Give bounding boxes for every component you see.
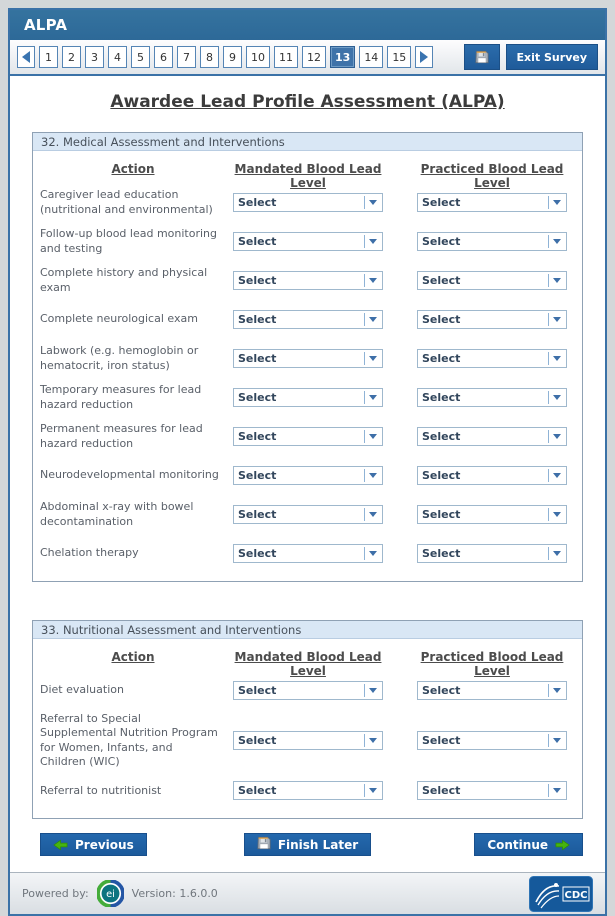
powered-by-label: Powered by: [22,887,89,900]
row-label: Chelation therapy [40,546,139,560]
row-label: Permanent measures for lead hazard reduction [40,422,203,450]
mandated-cell [233,232,417,251]
select-separator [548,391,549,404]
column-header-action: Action [111,650,155,664]
table-row [33,495,582,534]
row-label: Neurodevelopmental monitoring [40,468,219,482]
section-panel [32,132,583,582]
mandated-cell [233,781,417,800]
select-value: Select [238,469,277,482]
pagination [17,46,433,68]
select-separator [548,547,549,560]
practiced-cell [417,505,582,524]
dropdown-arrow-icon [553,473,561,478]
continue-button[interactable] [474,833,583,856]
practiced-level-select[interactable] [417,427,567,446]
mandated-cell [233,271,417,290]
mandated-level-select[interactable] [233,505,383,524]
mandated-cell [233,193,417,212]
mandated-level-select[interactable] [233,310,383,329]
table-row [33,771,582,810]
select-separator [364,274,365,287]
practiced-cell [417,193,582,212]
select-value: Select [238,784,277,798]
page-button-2[interactable]: 2 [62,46,81,68]
save-button[interactable] [464,44,500,70]
table-row [33,417,582,456]
green-left-arrow-icon [53,839,68,851]
row-label: Abdominal x-ray with bowel decontamination [40,500,194,528]
select-separator [364,352,365,365]
page-button-13[interactable]: 13 [330,46,355,68]
dropdown-arrow-icon [553,688,561,693]
dropdown-arrow-icon [553,434,561,439]
select-value: Select [238,391,277,404]
mandated-level-select[interactable] [233,349,383,368]
select-separator [548,784,549,797]
continue-label: Continue [487,837,548,852]
section-title: 33. Nutritional Assessment and Interventions [41,623,302,637]
column-headers [33,151,582,190]
column-header-action: Action [111,162,155,176]
select-separator [364,469,365,482]
select-separator [364,430,365,443]
column-header-practiced: Practiced Blood Lead Level [420,650,564,678]
select-value: Select [238,313,277,326]
table-row [33,222,582,261]
select-value: Select [422,274,461,287]
dropdown-arrow-icon [369,473,377,478]
select-separator [548,734,549,747]
mandated-level-select[interactable] [233,681,383,700]
page-button-14[interactable]: 14 [359,46,383,68]
app-footer [10,872,605,914]
floppy-disk-icon [257,836,271,850]
select-value: Select [238,734,277,748]
select-separator [364,235,365,248]
table-row [33,456,582,495]
mandated-cell [233,681,417,700]
select-value: Select [422,734,461,748]
row-label: Follow-up blood lead monitoring and testing [40,227,217,255]
footer-left [22,880,218,907]
mandated-level-select[interactable] [233,388,383,407]
mandated-cell [233,310,417,329]
practiced-level-select[interactable] [417,232,567,251]
page-button-4[interactable]: 4 [108,46,127,68]
mandated-level-select[interactable] [233,731,383,750]
practiced-cell [417,427,582,446]
finish-later-button[interactable] [244,833,371,856]
mandated-cell [233,388,417,407]
select-value: Select [238,196,277,209]
green-right-arrow-icon [555,839,570,851]
table-row [33,534,582,573]
dropdown-arrow-icon [369,688,377,693]
dropdown-arrow-icon [553,738,561,743]
select-separator [548,684,549,697]
practiced-level-select[interactable] [417,310,567,329]
toolbar-right [464,44,598,70]
dropdown-arrow-icon [553,317,561,322]
page-prev-button[interactable] [17,46,35,68]
dropdown-arrow-icon [369,551,377,556]
svg-text:CDC: CDC [564,889,588,901]
practiced-cell [417,466,582,485]
select-separator [548,469,549,482]
select-value: Select [422,684,461,697]
practiced-cell [417,349,582,368]
dropdown-arrow-icon [553,395,561,400]
table-row [33,378,582,417]
page-button-15[interactable]: 15 [387,46,411,68]
dropdown-arrow-icon [553,356,561,361]
select-separator [364,784,365,797]
select-separator [548,430,549,443]
column-headers [33,639,582,678]
mandated-cell [233,349,417,368]
floppy-disk-icon [475,50,489,64]
mandated-level-select[interactable] [233,466,383,485]
select-separator [364,684,365,697]
dropdown-arrow-icon [553,200,561,205]
finish-later-icon-slot [257,836,271,853]
select-value: Select [238,352,277,365]
practiced-cell [417,310,582,329]
select-separator [364,391,365,404]
right-arrow-icon [420,51,428,63]
select-separator [548,508,549,521]
practiced-level-select[interactable] [417,193,567,212]
practiced-cell [417,388,582,407]
practiced-level-select[interactable] [417,505,567,524]
select-separator [364,196,365,209]
column-header-mandated: Mandated Blood Lead Level [234,162,382,190]
select-value: Select [422,469,461,482]
select-value: Select [422,547,461,560]
select-value: Select [238,430,277,443]
dropdown-arrow-icon [553,278,561,283]
practiced-cell [417,544,582,563]
cdc-logo[interactable] [529,876,593,912]
table-row [33,339,582,378]
mandated-level-select[interactable] [233,232,383,251]
footer-right [529,876,593,912]
dropdown-arrow-icon [553,551,561,556]
practiced-level-select[interactable] [417,349,567,368]
exit-survey-button[interactable]: Exit Survey [506,44,598,70]
page-button-6[interactable]: 6 [154,46,173,68]
practiced-level-select[interactable] [417,388,567,407]
app-title: ALPA [24,16,68,34]
dropdown-arrow-icon [369,200,377,205]
dropdown-arrow-icon [369,356,377,361]
pagination-bar [10,40,605,76]
select-value: Select [422,313,461,326]
select-value: Select [422,784,461,798]
page-button-8[interactable]: 8 [200,46,219,68]
sections [32,132,583,819]
practiced-cell [417,781,582,800]
mandated-cell [233,466,417,485]
dropdown-arrow-icon [369,788,377,793]
dropdown-arrow-icon [553,239,561,244]
select-value: Select [238,235,277,248]
table-row [33,710,582,771]
row-label: Complete neurological exam [40,312,198,326]
dropdown-arrow-icon [369,317,377,322]
dropdown-arrow-icon [369,395,377,400]
practiced-level-select[interactable] [417,466,567,485]
dropdown-arrow-icon [553,512,561,517]
section-rows [33,183,582,581]
select-value: Select [238,547,277,560]
row-label: Complete history and physical exam [40,266,208,294]
mandated-cell [233,427,417,446]
page-button-11[interactable]: 11 [274,46,298,68]
ei-logo [97,880,124,907]
previous-button[interactable] [40,833,147,856]
mandated-cell [233,731,417,750]
practiced-level-select[interactable] [417,544,567,563]
page-button-5[interactable]: 5 [131,46,150,68]
finish-later-label: Finish Later [277,837,359,852]
select-separator [364,734,365,747]
practiced-level-select[interactable] [417,271,567,290]
select-separator [548,352,549,365]
section-panel [32,620,583,819]
practiced-cell [417,271,582,290]
dropdown-arrow-icon [369,239,377,244]
section-rows [33,671,582,818]
select-value: Select [422,235,461,248]
page-button-12[interactable]: 12 [302,46,326,68]
section-title: 32. Medical Assessment and Interventions [41,135,285,149]
select-value: Select [238,508,277,521]
practiced-cell [417,731,582,750]
app-window [8,8,607,916]
row-label: Referral to Special Supplemental Nutrition Program for Women, Infants, and Children (WIC) [40,712,218,768]
select-value: Select [422,196,461,209]
column-header-mandated: Mandated Blood Lead Level [234,650,382,678]
page-button-1[interactable]: 1 [39,46,58,68]
practiced-level-select[interactable] [417,781,567,800]
mandated-level-select[interactable] [233,271,383,290]
mandated-level-select[interactable] [233,193,383,212]
select-value: Select [238,684,277,697]
mandated-cell [233,505,417,524]
table-row [33,261,582,300]
page-next-button[interactable] [415,46,433,68]
practiced-cell [417,681,582,700]
left-arrow-icon [22,51,30,63]
row-label: Referral to nutritionist [40,783,162,797]
dropdown-arrow-icon [369,512,377,517]
section-header [33,621,582,639]
app-titlebar [10,10,605,40]
table-row [33,300,582,339]
select-value: Select [422,352,461,365]
mandated-cell [233,544,417,563]
select-separator [548,196,549,209]
dropdown-arrow-icon [369,738,377,743]
page-button-7[interactable]: 7 [177,46,196,68]
page-button-9[interactable]: 9 [223,46,242,68]
page-button-3[interactable]: 3 [85,46,104,68]
select-separator [364,508,365,521]
select-separator [548,313,549,326]
practiced-cell [417,232,582,251]
select-value: Select [422,391,461,404]
column-header-practiced: Practiced Blood Lead Level [420,162,564,190]
mandated-level-select[interactable] [233,544,383,563]
select-value: Select [422,508,461,521]
previous-label: Previous [75,837,134,852]
row-label: Caregiver lead education (nutritional and environmental) [40,188,213,216]
page-title: Awardee Lead Profile Assessment (ALPA) [110,92,505,112]
row-label: Diet evaluation [40,683,124,697]
select-value: Select [238,274,277,287]
svg-text:ei: ei [105,889,115,901]
row-label: Temporary measures for lead hazard reduction [40,383,202,411]
page-button-10[interactable]: 10 [246,46,270,68]
dropdown-arrow-icon [553,788,561,793]
bottom-nav [32,833,583,856]
select-separator [364,547,365,560]
select-separator [364,313,365,326]
practiced-level-select[interactable] [417,731,567,750]
practiced-level-select[interactable] [417,681,567,700]
select-separator [548,235,549,248]
survey-content [10,76,605,872]
row-label: Labwork (e.g. hemoglobin or hematocrit, iron status) [40,344,199,372]
dropdown-arrow-icon [369,434,377,439]
section-header [33,133,582,151]
version-label: Version: 1.6.0.0 [131,887,218,900]
dropdown-arrow-icon [369,278,377,283]
select-separator [548,274,549,287]
mandated-level-select[interactable] [233,427,383,446]
mandated-level-select[interactable] [233,781,383,800]
select-value: Select [422,430,461,443]
